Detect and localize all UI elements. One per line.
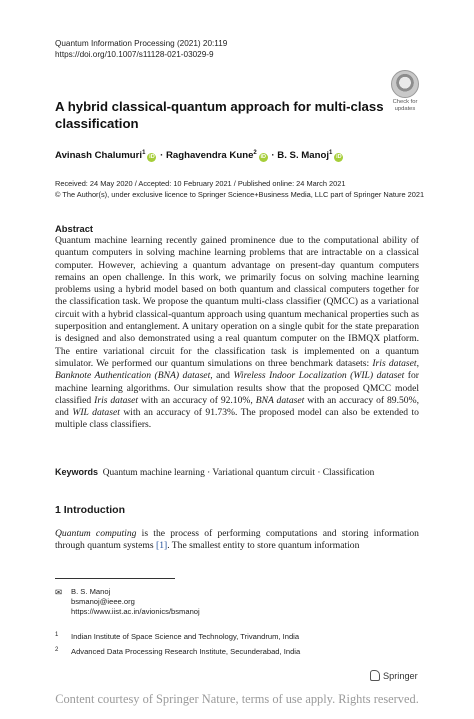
courtesy-footer: Content courtesy of Springer Nature, terms of use apply. Rights reserved. — [55, 692, 419, 706]
abstract-emph: Iris dataset — [94, 394, 139, 406]
keywords-label: Keywords — [55, 467, 99, 477]
abstract-text: Quantum machine learning recently gained prominence due to the computational ability of quantum computers in solving machine learning problems that are intractable on a classical computer. However, achieving a quantum advantage on present-day quantum computers remains an open challenge. In this work, we primarily focus on solving machine learning problems using a hybrid model based on both quantum and classical computers together for the classification task. We propose the quantum multi-class classifier (QMCC) as a variational circuit with a hybrid classical-quantum approach using quantum mechanical properties such as superposition and entanglement. A unitary operation on a single qubit for the state preparation is designed and also demonstrated using a real quantum computer on the IBMQX platform. The entire variational circuit for the classification task is implemented on a quantum simulator. We performed our quantum simulations on three benchmark datasets: — [55, 235, 419, 369]
footnote-rule — [55, 578, 175, 579]
keyword-separator: · — [314, 468, 323, 478]
abstract-body — [55, 235, 419, 432]
badge-line-2: updates — [394, 105, 416, 112]
abstract-text: with an accuracy of 92.10%, — [138, 394, 256, 406]
contact-url[interactable]: https://www.iist.ac.in/avionics/bsmanoj — [71, 607, 200, 616]
abstract-emph: BNA dataset — [255, 394, 305, 406]
contact-email[interactable]: bsmanoj@ieee.org — [71, 597, 135, 606]
springer-logo — [370, 670, 418, 681]
orcid-icon[interactable]: iD — [149, 154, 155, 161]
affiliation-2 — [55, 645, 300, 657]
abstract-emph: WIL dataset — [72, 407, 120, 419]
affiliation-text: Indian Institute of Space Science and Technology, Trivandrum, India — [71, 632, 300, 641]
keyword-separator: · — [204, 468, 213, 478]
journal-line: Quantum Information Processing (2021) 20:119 — [55, 39, 228, 48]
corresponding-author — [55, 587, 200, 617]
intro-text: is the process of performing computations and storing information through quantum systems — [55, 528, 419, 552]
keyword-item[interactable]: Classification — [322, 468, 375, 478]
affiliation-1 — [55, 630, 299, 642]
author-separator: · — [160, 150, 164, 162]
section-heading-introduction: 1 Introduction — [55, 504, 125, 516]
envelope-icon: ✉ — [55, 587, 63, 597]
abstract-text: , and — [210, 370, 234, 382]
journal-header — [55, 38, 227, 60]
orcid-icon[interactable]: iD — [260, 154, 266, 161]
badge-line-1: Check for — [392, 99, 418, 105]
intro-text: . The smallest entity to store quantum information — [167, 540, 360, 552]
affiliation-sup: 1 — [55, 632, 59, 638]
affiliation-sup: 2 — [55, 647, 59, 653]
doi-link[interactable]: https://doi.org/10.1007/s11128-021-03029-9 — [55, 50, 214, 59]
publication-dates — [55, 179, 424, 200]
badge-text — [387, 99, 423, 112]
author-affiliation-sup: 2 — [253, 150, 257, 156]
keyword-item[interactable]: Variational quantum circuit — [212, 468, 315, 478]
citation-link[interactable]: [1] — [156, 540, 168, 552]
check-updates-icon — [391, 70, 419, 98]
springer-horse-icon — [370, 670, 380, 681]
author-name[interactable]: Avinash Chalumuri — [55, 150, 143, 162]
paper-title: A hybrid classical-quantum approach for multi-class classification — [55, 99, 384, 131]
contact-name: B. S. Manoj — [71, 587, 111, 596]
intro-term: Quantum computing — [55, 528, 137, 539]
abstract-emph: Iris dataset — [372, 357, 417, 369]
author-name[interactable]: Raghavendra Kune — [165, 150, 254, 162]
abstract-text: with an accuracy of 91.73%. The proposed model can also be extended to multiple class classifiers. — [55, 407, 419, 431]
abstract-heading: Abstract — [55, 223, 94, 234]
abstract-emph: Banknote Authentication (BNA) dataset — [55, 370, 211, 382]
abstract-emph: Wireless Indoor Localization (WIL) dataset — [233, 370, 405, 382]
author-name[interactable]: B. S. Manoj — [277, 150, 329, 162]
copyright-line: © The Author(s), under exclusive licence to Springer Science+Business Media, LLC part of Springer Nature 2021 — [55, 189, 425, 199]
author-list — [55, 150, 344, 162]
check-for-updates-badge[interactable] — [387, 70, 423, 112]
abstract-text: , — [416, 357, 419, 369]
introduction-body — [55, 528, 419, 553]
abstract-text: for machine learning algorithms. Our simulation results show that the proposed QMCC model classified — [55, 370, 419, 406]
dates-line: Received: 24 May 2020 / Accepted: 10 February 2021 / Published online: 24 March 2021 — [55, 179, 346, 188]
author-affiliation-sup: 1 — [329, 150, 333, 156]
affiliation-text: Advanced Data Processing Research Institute, Secunderabad, India — [71, 647, 301, 656]
keywords — [55, 467, 374, 478]
author-affiliation-sup: 1 — [142, 150, 146, 156]
author-separator: · — [271, 150, 275, 162]
abstract-text: with an accuracy of 89.50%, and — [55, 394, 419, 419]
publisher-name: Springer — [383, 671, 418, 681]
keyword-item[interactable]: Quantum machine learning — [102, 468, 205, 478]
orcid-icon[interactable]: iD — [336, 154, 342, 161]
